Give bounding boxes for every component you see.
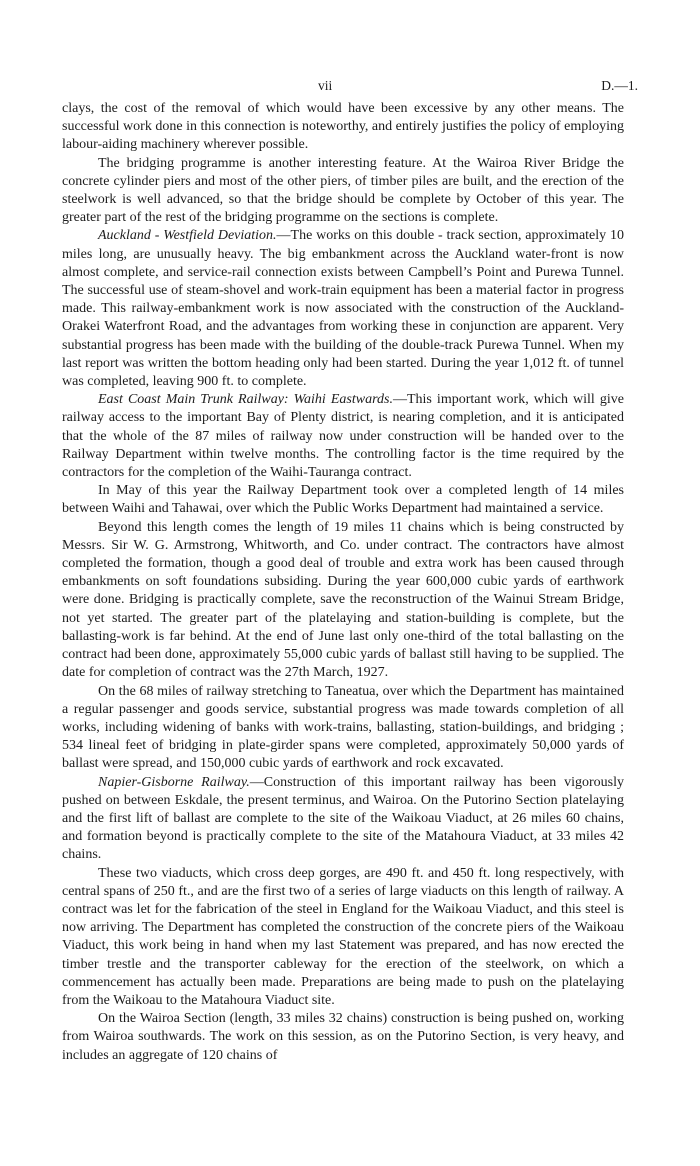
paragraph: [62, 155, 624, 228]
paragraph-text: —Construction of this important railway has been vigorously pushed on between Eskdale, the present terminus, and Wairoa. On the Putorino Section platelaying and the first lift of ballast are complete to the site of the Waikoau Viaduct, at 26 miles 60 chains, and formation beyond is practically complete to the site of the Matahoura Viaduct, at 33 miles 42 chains.: [62, 774, 624, 863]
paragraph: [62, 683, 624, 774]
paragraph: [62, 519, 624, 683]
section-heading: Auckland - Westfield Deviation.: [98, 228, 277, 244]
paragraph-text: The bridging programme is another interesting feature. At the Wairoa River Bridge the concrete cylinder piers and most of the other piers, of timber piles are built, and the erection of the steelwork is well advanced, so that the bridge should be complete by October of this year. The greater part of the rest of the bridging programme on the sections is complete.: [62, 155, 624, 226]
paragraph-text: —This important work, which will give railway access to the important Bay of Plenty district, is nearing completion, and it is anticipated that the whole of the 87 miles of railway now under construction will be handed over to the Railway Department within twelve months. The controlling factor is the time required by the contractors for the completion of the Waihi-Tauranga contract.: [62, 392, 624, 481]
paragraph: [62, 1010, 624, 1065]
paragraph: [62, 100, 624, 155]
paragraph-text: On the Wairoa Section (length, 33 miles 32 chains) construction is being pushed on, working from Wairoa southwards. The work on this session, as on the Putorino Section, is very heavy, and includes an aggregate of 120 chains of: [62, 1011, 624, 1063]
section-heading: Napier-Gisborne Railway.: [98, 774, 250, 790]
paragraph-text: —The works on this double - track section, approximately 10 miles long, are unusually heavy. The big embankment across the Auckland water-front is now almost complete, and service-rail connection exists between Campbell’s Point and Purewa Tunnel. The successful use of steam-shovel and work-train equipment has been a material factor in progress made. This railway-embankment work is now associated with the construction of the Auckland-Orakei Waterfront Road, and the advantages from working these in conjunction are apparent. Very substantial progress has been made with the building of the double-track Purewa Tunnel. When my last report was written the bottom heading only had been started. During the year 1,012 ft. of tunnel was completed, leaving 900 ft. to complete.: [62, 228, 624, 390]
paragraph-text: On the 68 miles of railway stretching to Taneatua, over which the Department has maintained a regular passenger and goods service, substantial progress was made towards completion of all works, including widening of banks with work-trains, ballasting, station-buildings, and bridging ; 534 lineal feet of bridging in plate-girder spans were completed, approximately 50,000 yards of ballast were spread, and 150,000 cubic yards of earthwork and rock excavated.: [62, 683, 624, 772]
page-header: [0, 78, 700, 98]
document-reference: D.—1.: [601, 78, 638, 93]
paragraph: [62, 774, 624, 865]
paragraph-text: clays, the cost of the removal of which would have been excessive by any other means. The successful work done in this connection is noteworthy, and entirely justifies the policy of employing labour-aiding machinery wherever possible.: [62, 101, 624, 153]
paragraph: [62, 227, 624, 391]
paragraph: [62, 482, 624, 518]
paragraph-text: These two viaducts, which cross deep gorges, are 490 ft. and 450 ft. long respectively, with central spans of 250 ft., and are the first two of a series of large viaducts on this length of railway. A contract was let for the fabrication of the steel in England for the Waikoau Viaduct, and this steel is now arriving. The Department has completed the construction of the concrete piers of the Waikoau Viaduct, this work being in hand when my last Statement was prepared, and has now erected the timber trestle and the transporter cableway for the erection of the steelwork, on which a commencement has actually been made. Preparations are being made to push on the platelaying from the Waikoau to the Matahoura Viaduct site.: [62, 865, 624, 1008]
paragraph-text: Beyond this length comes the length of 19 miles 11 chains which is being constructed by Messrs. Sir W. G. Armstrong, Whitworth, and Co. under contract. The contractors have almost completed the formation, though a good deal of trouble and extra work has been caused through embankments on soft foundations subsiding. During the year 600,000 cubic yards of earthwork were done. Bridging is practically complete, save the reconstruction of the Wainui Stream Bridge, not yet started. The greater part of the platelaying and station-building is complete, but the ballasting-work is far behind. At the end of June last only one-third of the total ballasting on the contract had been done, approximately 55,000 cubic yards of ballast still having to be supplied. The date for completion of contract was the 27th March, 1927.: [62, 519, 624, 681]
body-text: [62, 100, 624, 1065]
paragraph: [62, 865, 624, 1011]
paragraph-text: In May of this year the Railway Department took over a completed length of 14 miles between Waihi and Tahawai, over which the Public Works Department had maintained a service.: [62, 483, 624, 517]
paragraph: [62, 391, 624, 482]
section-heading: East Coast Main Trunk Railway: Waihi Eastwards.: [98, 392, 393, 408]
page-number: vii: [318, 78, 333, 93]
